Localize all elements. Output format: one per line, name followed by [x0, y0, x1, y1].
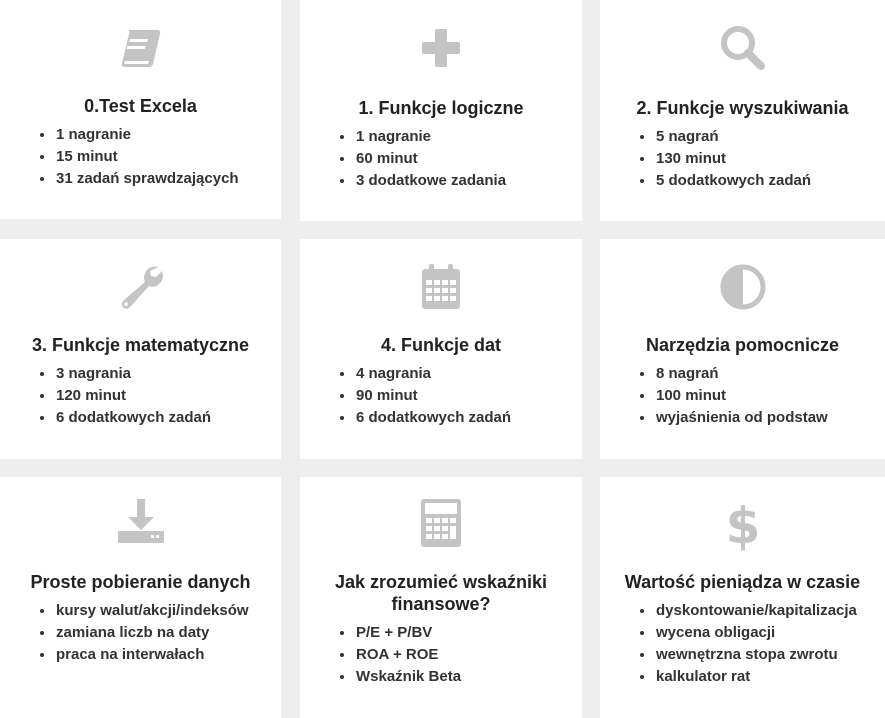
list-item: 90 minut [340, 385, 511, 407]
list-item: wewnętrzna stopa zwrotu [640, 644, 857, 666]
card-title: 3. Funkcje matematyczne [31, 335, 250, 355]
list-item: wycena obligacji [640, 622, 857, 644]
card-title: Wartość pieniądza w czasie [624, 572, 861, 592]
dollar-icon [715, 495, 771, 551]
list-item: 1 nagranie [40, 124, 239, 146]
card-title: 2. Funkcje wyszukiwania [636, 98, 849, 118]
book-icon [113, 20, 169, 76]
card-wskazniki-finansowe [300, 477, 582, 718]
card-title: 4. Funkcje dat [380, 335, 502, 355]
list-item: 15 minut [40, 146, 239, 168]
card-items [640, 126, 811, 192]
list-item: ROA + ROE [340, 644, 461, 666]
list-item: 130 minut [640, 148, 811, 170]
card-funkcje-matematyczne [0, 239, 281, 459]
card-narzedzia-pomocnicze [600, 239, 885, 459]
list-item: 100 minut [640, 385, 828, 407]
wrench-icon [113, 259, 169, 315]
list-item: kursy walut/akcji/indeksów [40, 600, 249, 622]
list-item: kalkulator rat [640, 666, 857, 688]
card-title: Jak zrozumieć wskaźniki finansowe? [334, 572, 548, 614]
card-items [40, 363, 211, 429]
list-item: 8 nagrań [640, 363, 828, 385]
card-items [640, 363, 828, 429]
list-item: 60 minut [340, 148, 506, 170]
calculator-icon [413, 495, 469, 551]
list-item: Wskaźnik Beta [340, 666, 461, 688]
calendar-icon [413, 259, 469, 315]
search-icon [715, 20, 771, 76]
list-item: 6 dodatkowych zadań [40, 407, 211, 429]
list-item: 5 dodatkowych zadań [640, 170, 811, 192]
card-funkcje-logiczne [300, 0, 582, 221]
card-items [340, 126, 506, 192]
plus-icon [413, 20, 469, 76]
list-item: dyskontowanie/kapitalizacja [640, 600, 857, 622]
list-item: wyjaśnienia od podstaw [640, 407, 828, 429]
list-item: 6 dodatkowych zadań [340, 407, 511, 429]
download-icon [113, 493, 169, 549]
card-items [40, 124, 239, 190]
card-title: 0.Test Excela [84, 96, 197, 116]
list-item: 4 nagrania [340, 363, 511, 385]
card-items [340, 622, 461, 688]
contrast-icon [715, 259, 771, 315]
card-test-excela [0, 0, 281, 219]
list-item: 1 nagranie [340, 126, 506, 148]
card-items [340, 363, 511, 429]
list-item: 120 minut [40, 385, 211, 407]
card-title: Proste pobieranie danych [30, 572, 251, 592]
card-funkcje-wyszukiwania [600, 0, 885, 221]
list-item: 3 dodatkowe zadania [340, 170, 506, 192]
list-item: 5 nagrań [640, 126, 811, 148]
list-item: P/E + P/BV [340, 622, 461, 644]
card-items [640, 600, 857, 688]
list-item: 3 nagrania [40, 363, 211, 385]
list-item: zamiana liczb na daty [40, 622, 249, 644]
card-proste-pobieranie [0, 477, 281, 718]
card-title: 1. Funkcje logiczne [358, 98, 524, 118]
svg-text:$: $ [725, 497, 760, 551]
card-wartosc-pieniadza [600, 477, 885, 718]
list-item: 31 zadań sprawdzających [40, 168, 239, 190]
card-funkcje-dat [300, 239, 582, 459]
card-title: Narzędzia pomocnicze [645, 335, 840, 355]
card-items [40, 600, 249, 666]
list-item: praca na interwałach [40, 644, 249, 666]
